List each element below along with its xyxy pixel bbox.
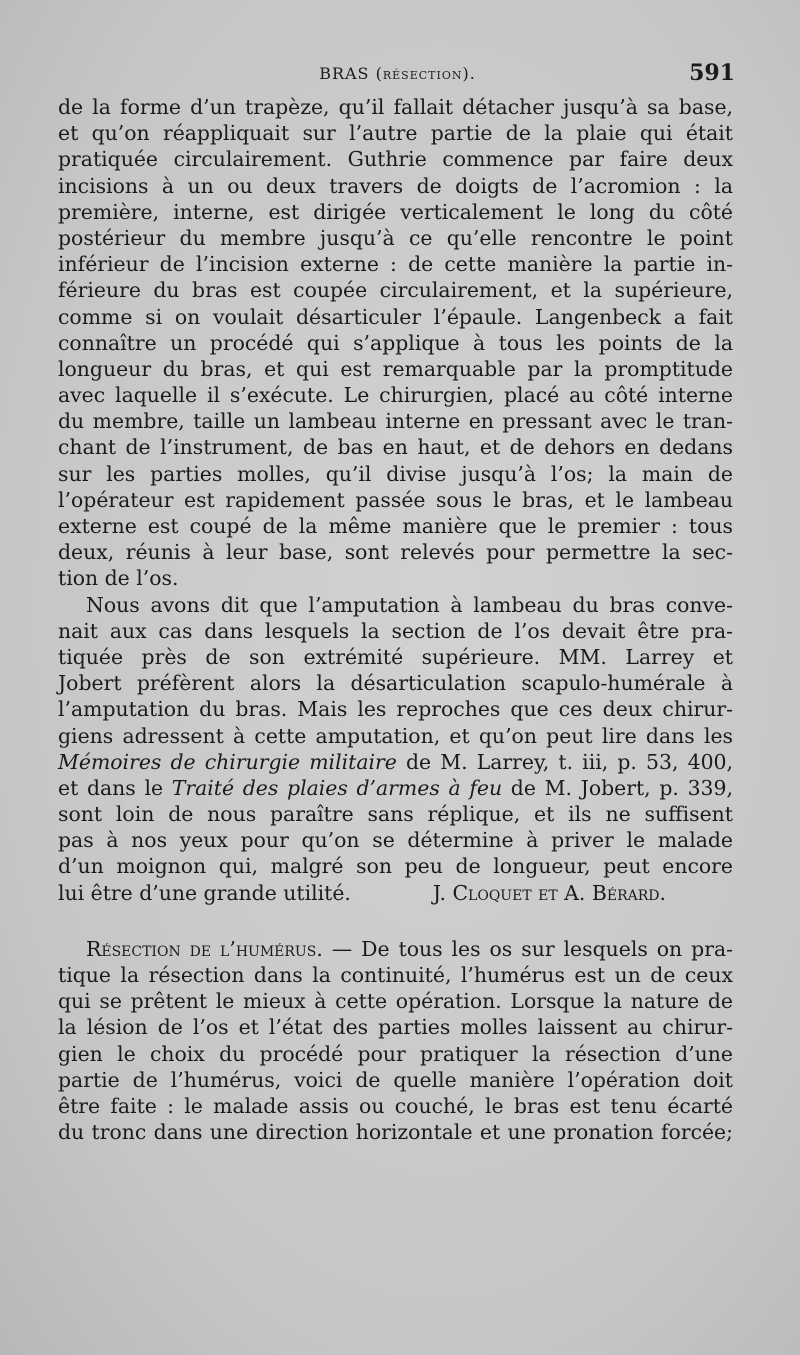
text-line: partie de l’humérus, voici de quelle manière l’opération doit (58, 1067, 733, 1092)
text-line: deux, réunis à leur base, sont relevés pour permettre la sec- (58, 540, 733, 565)
text-line: postérieur du membre jusqu’à ce qu’elle rencontre le point (58, 225, 733, 250)
running-head-paren-close: ). (462, 64, 476, 83)
closing-text: lui être d’une grande utilité. (58, 880, 351, 905)
text-line (58, 775, 733, 801)
citation-ref-jobert: de M. Jobert, p. 339, (502, 775, 733, 800)
section-opening: — De tous les os sur lesquels on pra- (322, 936, 733, 961)
text-line: tique la résection dans la continuité, l’humérus est un de ceux (58, 963, 733, 987)
text-line: Nous avons dit que l’amputation à lambeau du bras conve- (86, 592, 733, 617)
section-heading: Résection de l’humérus. (86, 936, 323, 961)
running-head-title (60, 64, 735, 83)
running-head-paren-open: ( (375, 64, 383, 83)
text-line: longueur du bras, et qui est remarquable par la promptitude (58, 356, 733, 381)
text-line: inférieur de l’incision externe : de cette manière la partie in- (58, 252, 733, 277)
text-line: Jobert préfèrent alors la désarticulation scapulo-humérale à (58, 671, 733, 696)
text-line: pratiquée circulairement. Guthrie commence par faire deux (58, 147, 733, 172)
text-line: tion de l’os. (58, 566, 179, 591)
running-head-sub: résection (382, 64, 463, 83)
text-line: chant de l’instrument, de bas en haut, et de dehors en dedans (58, 435, 733, 460)
text-line: externe est coupé de la même manière que le premier : tous (58, 514, 733, 538)
text-line: connaître un procédé qui s’applique à tous les points de la (58, 330, 733, 355)
text-line: du membre, taille un lambeau interne en pressant avec le tran- (58, 409, 733, 434)
text-line: être faite : le malade assis ou couché, le bras est tenu écarté (58, 1093, 733, 1118)
text-line: sur les parties molles, qu’il divise jusqu’à l’os; la main de (58, 461, 733, 486)
text-line: gien le choix du procédé pour pratiquer la résection d’une (58, 1041, 733, 1066)
page-number: 591 (689, 60, 735, 86)
text-line: férieure du bras est coupée circulairement, et la supérieure, (58, 278, 733, 303)
text-line: l’amputation du bras. Mais les reproches que ces deux chirur- (58, 697, 733, 722)
paragraph-3 (58, 936, 733, 1146)
text-line: giens adressent à cette amputation, et qu’on peut lire dans les (58, 723, 733, 748)
text-line: de la forme d’un trapèze, qu’il fallait détacher jusqu’à sa base, (58, 95, 733, 119)
text-line: comme si on voulait désarticuler l’épaule. Langenbeck a fait (58, 304, 733, 329)
running-head (60, 60, 735, 92)
text-line: première, interne, est dirigée verticalement le long du côté (58, 199, 733, 224)
section-gap (58, 906, 733, 936)
paragraph-1 (58, 94, 733, 592)
text-line: l’opérateur est rapidement passée sous le bras, et le lambeau (58, 487, 733, 512)
body-text (58, 94, 733, 1145)
running-head-main: BRAS (319, 64, 370, 83)
text-line (58, 880, 733, 906)
text-line: nait aux cas dans lesquels la section de l’os devait être pra- (58, 618, 733, 643)
text-line: pas à nos yeux pour qu’on se détermine à priver le malade (58, 828, 733, 853)
citation-title-larrey: Mémoires de chirurgie militaire (58, 749, 397, 774)
text-line: d’un moignon qui, malgré son peu de longueur, peut encore (58, 854, 733, 879)
citation-intro-jobert: et dans le (58, 775, 172, 800)
paragraph-2 (58, 592, 733, 906)
text-line: tiquée près de son extrémité supérieure. MM. Larrey et (58, 644, 733, 669)
citation-title-jobert: Traité des plaies d’armes à feu (171, 775, 503, 800)
text-line (58, 936, 733, 962)
text-line: et qu’on réappliquait sur l’autre partie de la plaie qui était (58, 121, 733, 146)
text-line: avec laquelle il s’exécute. Le chirurgien, placé au côté interne (58, 383, 733, 408)
text-line: incisions à un ou deux travers de doigts de l’acromion : la (58, 173, 733, 198)
citation-ref-larrey: de M. Larrey, t. iii, p. 53, 400, (396, 749, 733, 774)
text-line: sont loin de nous paraître sans réplique, et ils ne suffisent (58, 802, 733, 827)
text-line: qui se prêtent le mieux à cette opération. Lorsque la nature de (58, 989, 733, 1014)
author-signature: J. Cloquet et A. Bérard. (432, 880, 666, 905)
text-line: du tronc dans une direction horizontale et une pronation forcée; (58, 1120, 733, 1145)
text-line (58, 749, 733, 775)
text-line: la lésion de l’os et l’état des parties molles laissent au chirur- (58, 1015, 733, 1040)
